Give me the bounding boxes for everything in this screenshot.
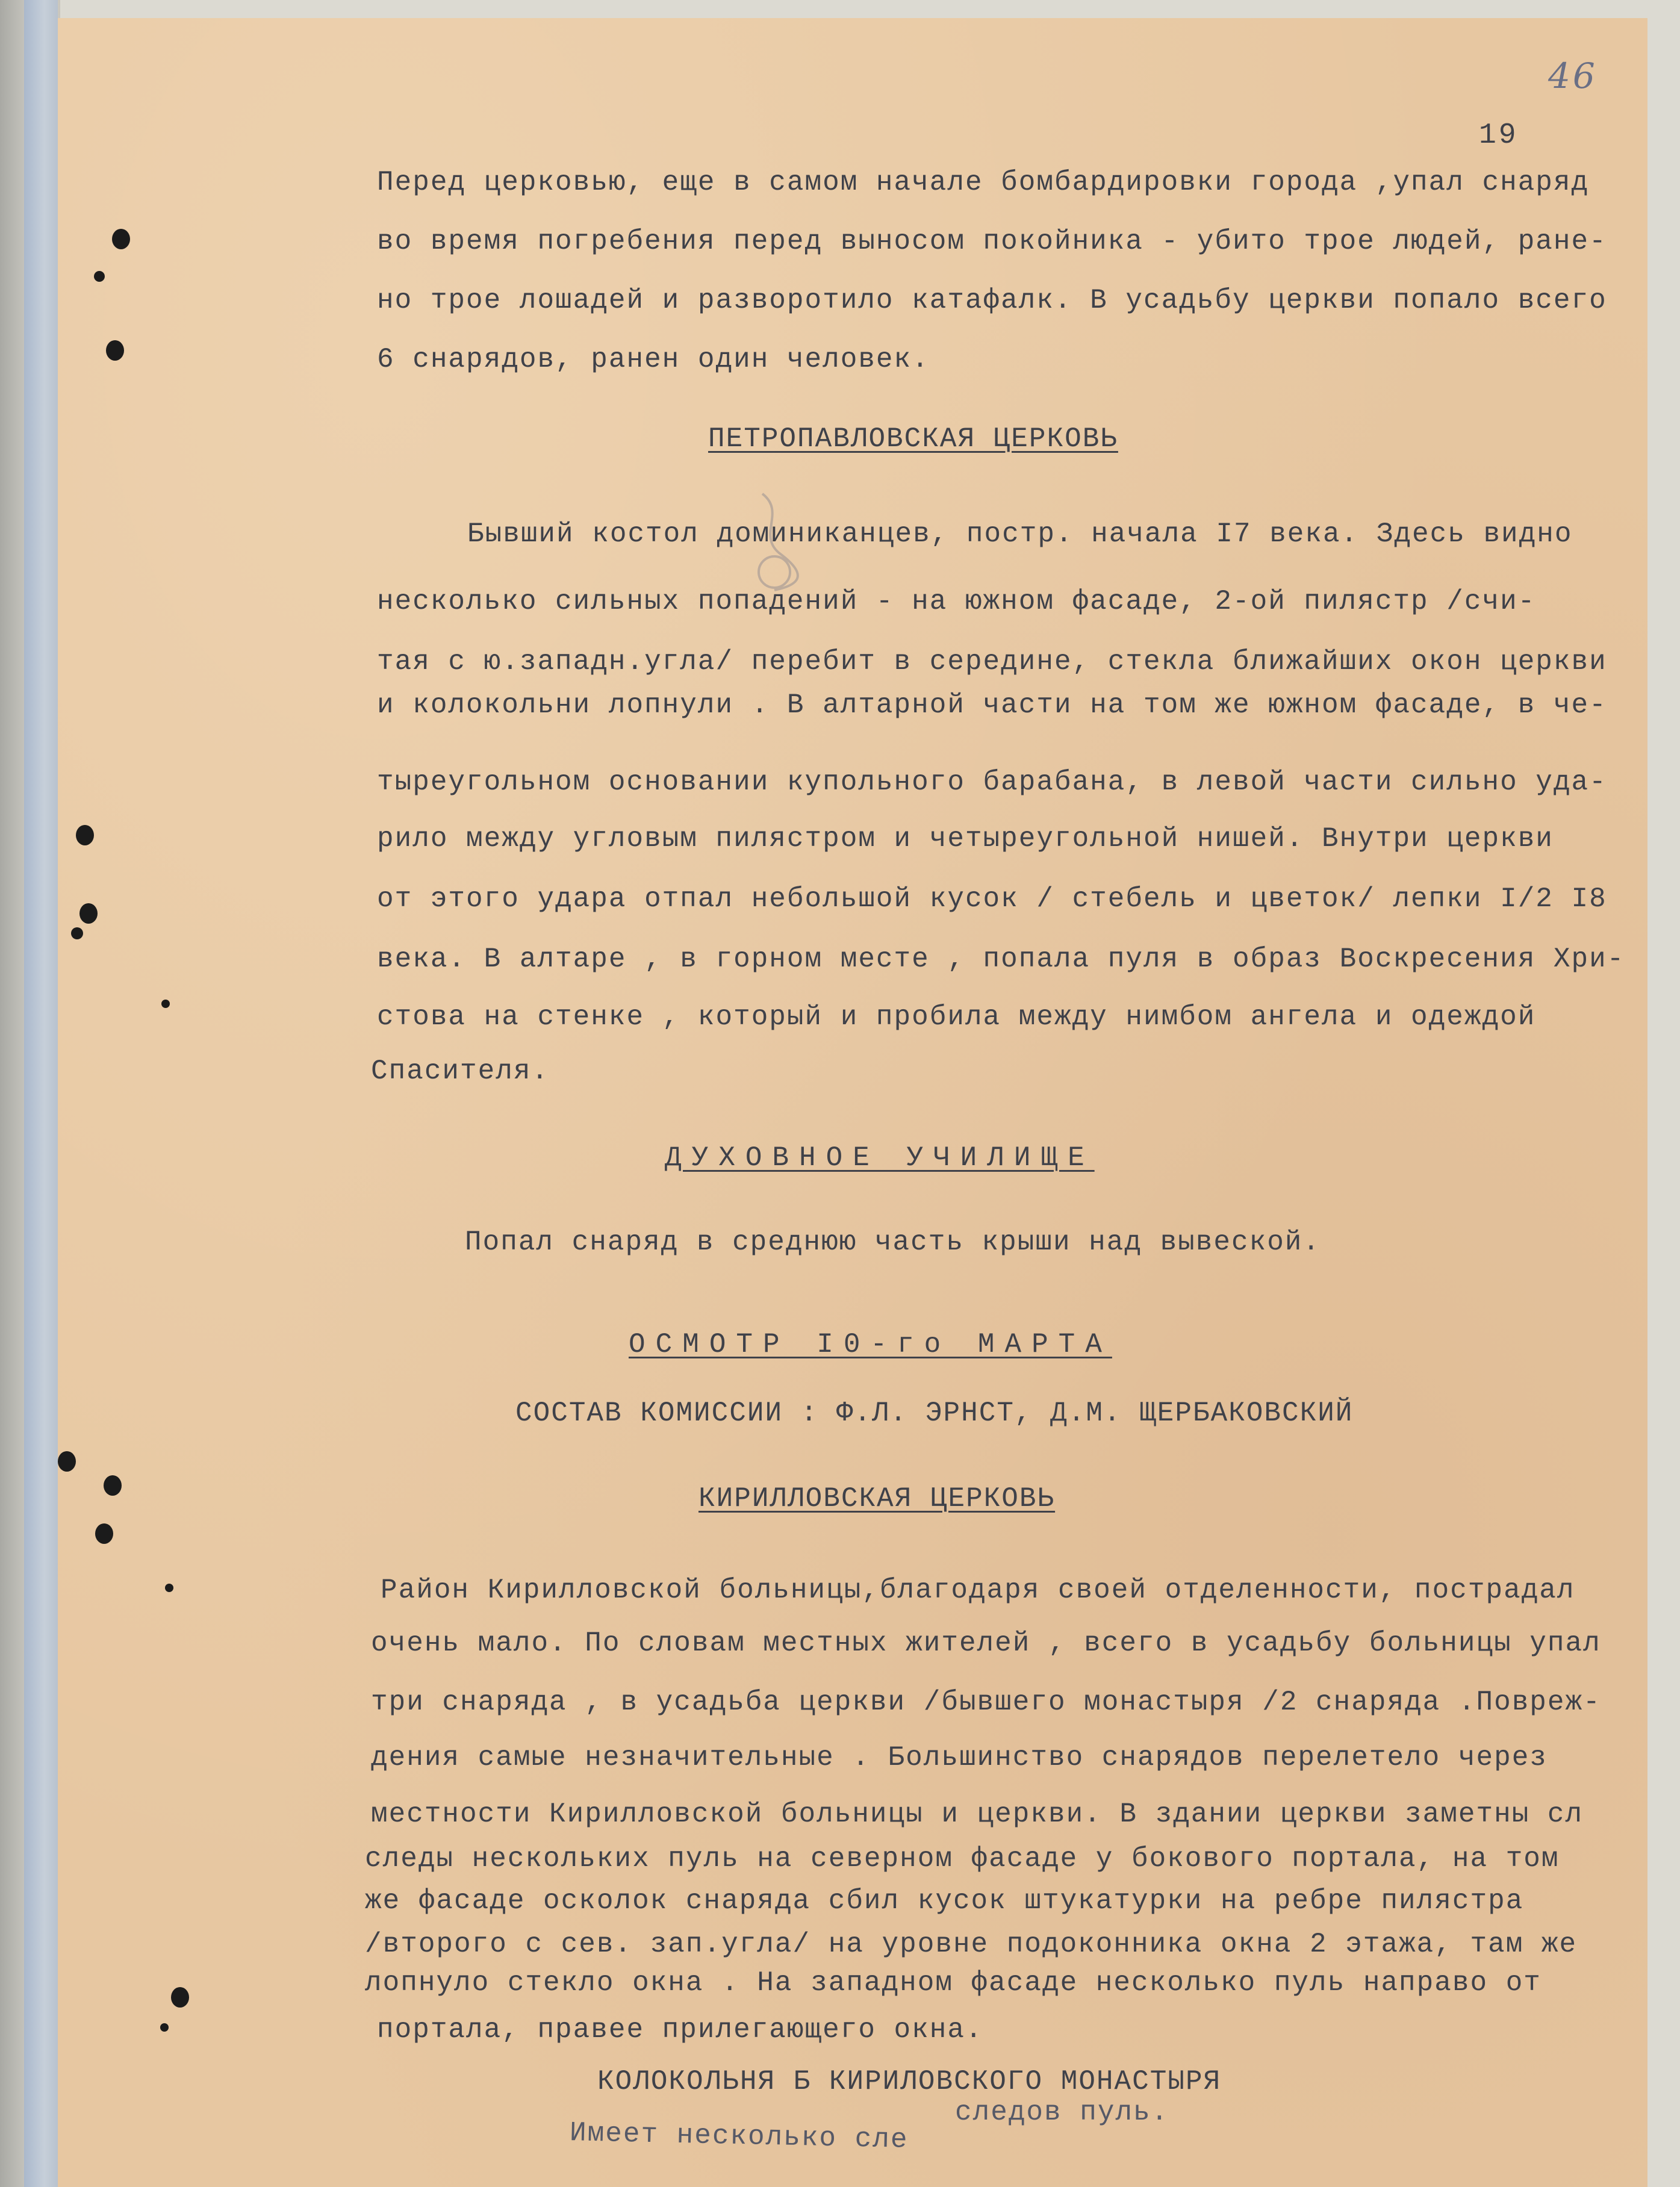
commission-line: СОСТАВ КОМИССИИ : Ф.Л. ЭРНСТ, Д.М. ЩЕРБАКОВСКИЙ bbox=[515, 1398, 1354, 1429]
text-line: Попал снаряд в среднюю часть крыши над вывеской. bbox=[465, 1227, 1321, 1258]
text-line: и колокольни лопнули . В алтарной части на том же южном фасаде, в че- bbox=[377, 689, 1607, 721]
folio-pencil-number: 46 bbox=[1548, 55, 1598, 96]
text-line: тая с ю.западн.угла/ перебит в середине, стекла ближайших окон церкви bbox=[377, 646, 1607, 677]
section-heading-petropavl: ПЕТРОПАВЛОВСКАЯ ЦЕРКОВЬ bbox=[708, 423, 1118, 455]
text-line: очень мало. По словам местных жителей , всего в усадьбу больницы упал bbox=[371, 1628, 1601, 1659]
punch-hole bbox=[95, 1523, 113, 1544]
punch-hole bbox=[94, 271, 105, 282]
punch-hole bbox=[58, 1451, 76, 1472]
bell-tower-heading: КОЛОКОЛЬНЯ Б КИРИЛОВСКОГО МОНАСТЫРЯ bbox=[597, 2066, 1222, 2097]
document-page bbox=[58, 18, 1647, 2187]
text-line: 6 снарядов, ранен один человек. bbox=[377, 344, 930, 375]
text-line: /второго с сев. зап.угла/ на уровне подоконника окна 2 этажа, там же bbox=[365, 1929, 1578, 1960]
text-line: рило между угловым пилястром и четыреугольной нишей. Внутри церкви bbox=[377, 823, 1554, 854]
punch-hole bbox=[79, 903, 98, 924]
text-line: лопнуло стекло окна . На западном фасаде несколько пуль направо от bbox=[365, 1967, 1542, 1999]
punch-hole bbox=[165, 1584, 173, 1592]
text-line: Спасителя. bbox=[371, 1056, 550, 1087]
text-line: следы нескольких пуль на северном фасаде у бокового портала, на том bbox=[365, 1843, 1560, 1874]
text-line: несколько сильных попадений - на южном фасаде, 2-ой пилястр /счи- bbox=[377, 586, 1536, 617]
text-line: Бывший костол доминиканцев, постр. начала I7 века. Здесь видно bbox=[467, 518, 1573, 550]
text-line: местности Кирилловской больницы и церкви. В здании церкви заметны сл bbox=[371, 1799, 1584, 1830]
punch-hole bbox=[112, 229, 130, 249]
text-line: стова на стенке , который и пробила между нимбом ангела и одеждой bbox=[377, 1001, 1536, 1033]
text-line: дения самые незначительные . Большинство снарядов перелетело через bbox=[371, 1742, 1548, 1773]
section-heading-kirill: КИРИЛЛОВСКАЯ ЦЕРКОВЬ bbox=[698, 1483, 1056, 1514]
text-line: во время погребения перед выносом покойника - убито трое людей, ране- bbox=[377, 226, 1607, 257]
punch-hole bbox=[161, 1000, 170, 1008]
text-line: Район Кирилловской больницы,благодаря своей отделенности, пострадал bbox=[381, 1575, 1575, 1606]
text-line: но трое лошадей и разворотило катафалк. В усадьбу церкви попало всего bbox=[377, 285, 1607, 316]
text-line: портала, правее прилегающего окна. bbox=[377, 2014, 983, 2045]
text-line: Перед церковью, еще в самом начале бомбардировки города ,упал снаряд bbox=[377, 167, 1590, 198]
page-number: 19 bbox=[1479, 119, 1519, 152]
last-line: Имеет несколько сле bbox=[569, 2117, 909, 2156]
punch-hole bbox=[71, 927, 83, 939]
section-heading-osmotr: ОСМОТР I0-го МАРТА bbox=[629, 1329, 1112, 1360]
text-line: три снаряда , в усадьба церкви /бывшего монастыря /2 снаряда .Повреж- bbox=[371, 1687, 1601, 1718]
punch-hole bbox=[76, 825, 94, 845]
punch-hole bbox=[104, 1475, 122, 1496]
text-line: же фасаде осколок снаряда сбил кусок штукатурки на ребре пилястра bbox=[365, 1885, 1524, 1917]
text-line: века. В алтаре , в горном месте , попала пуля в образ Воскресения Хри- bbox=[377, 944, 1625, 975]
section-heading-uchilishche: ДУХОВНОЕ УЧИЛИЩЕ bbox=[665, 1142, 1095, 1174]
punch-hole bbox=[106, 340, 124, 361]
overlay-typed-text: следов пуль. bbox=[955, 2097, 1169, 2128]
punch-hole bbox=[171, 1987, 189, 2008]
text-line: от этого удара отпал небольшой кусок / стебель и цветок/ лепки I/2 I8 bbox=[377, 883, 1607, 915]
binding-strip bbox=[24, 0, 58, 2187]
punch-hole bbox=[160, 2023, 169, 2032]
text-line: тыреугольном основании купольного барабана, в левой части сильно уда- bbox=[377, 767, 1607, 798]
